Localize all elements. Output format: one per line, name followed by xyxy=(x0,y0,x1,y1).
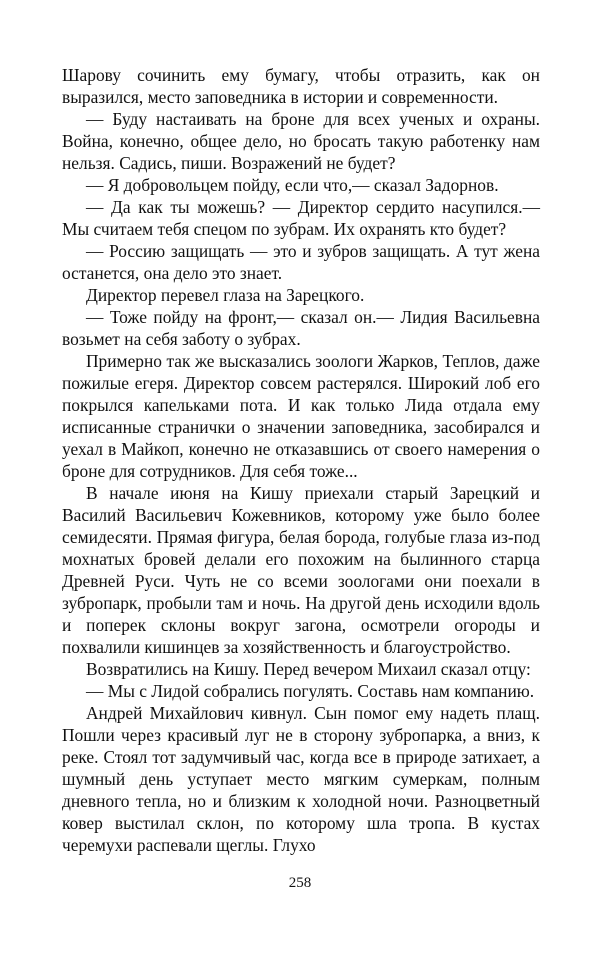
paragraph-5: — Россию защищать — это и зубров защищать. А тут жена останется, она дело это знает. xyxy=(62,241,540,283)
paragraph-7: — Тоже пойду на фронт,— сказал он.— Лидия Васильевна возьмет на себя заботу о зубрах. xyxy=(62,307,540,349)
paragraph-6: Директор перевел глаза на Зарецкого. xyxy=(86,285,365,305)
paragraph-4: — Да как ты можешь? — Директор сердито насупился.— Мы считаем тебя спецом по зубрам. Их охранять кто будет? xyxy=(62,197,540,239)
page-text xyxy=(62,64,540,856)
paragraph-3: — Я добровольцем пойду, если что,— сказал Задорнов. xyxy=(86,175,499,195)
paragraph-10: Возвратились на Кишу. Перед вечером Михаил сказал отцу: xyxy=(86,659,531,679)
paragraph-9: В начале июня на Кишу приехали старый Зарецкий и Василий Васильевич Кожевников, которому уже было более семидесяти. Прямая фигура, белая борода, голубые глаза из-под мохнатых бровей делали его похожим на былинного старца Древней Руси. Чуть не со всеми зоологами они поехали в зубропарк, пробыли там и ночь. На другой день исходили вдоль и поперек склоны вокруг загона, осмотрели огороды и похвалили кишинцев за хозяйственность и благоустройство. xyxy=(62,483,540,657)
paragraph-2: — Буду настаивать на броне для всех ученых и охраны. Война, конечно, общее дело, но бросать такую работенку нам нельзя. Садись, пиши. Возражений не будет? xyxy=(62,109,540,173)
paragraph-11: — Мы с Лидой собрались погулять. Составь нам компанию. xyxy=(86,681,535,701)
paragraph-12: Андрей Михайлович кивнул. Сын помог ему надеть плащ. Пошли через красивый луг не в сторону зубропарка, а вниз, к реке. Стоял тот задумчивый час, когда все в природе затихает, а шумный день уступает место мягким сумеркам, полным дневного тепла, но и близким к холодной ночи. Разноцветный ковер выстилал склон, по которому шла тропа. В кустах черемухи распевали щеглы. Глухо xyxy=(62,703,540,855)
page-number: 258 xyxy=(288,875,312,891)
paragraph-8: Примерно так же высказались зоологи Жарков, Теплов, даже пожилые егеря. Директор совсем растерялся. Широкий лоб его покрылся капельками пота. И как только Лида отдала ему исписанные странички о значении заповедника, засобирался и уехал в Майкоп, конечно не отказавшись от своего намерения о броне для сотрудников. Для себя тоже... xyxy=(62,351,540,481)
paragraph-1: Шарову сочинить ему бумагу, чтобы отразить, как он выразился, место заповедника в истории и современности. xyxy=(62,65,540,107)
